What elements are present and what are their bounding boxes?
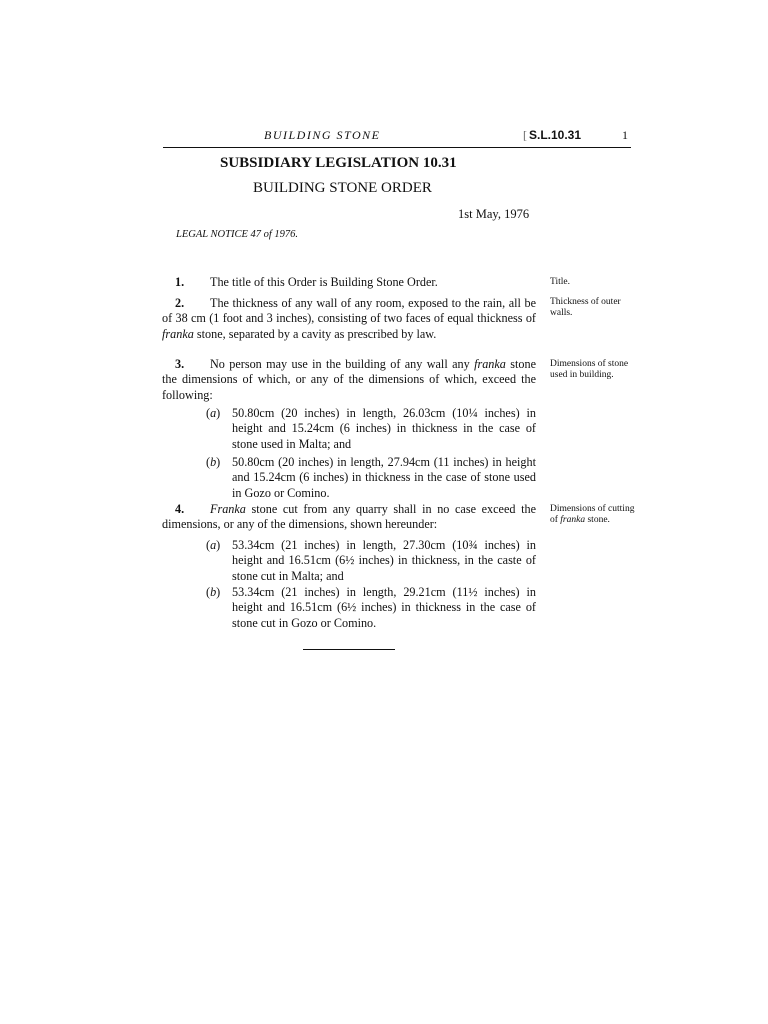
subsection-label: (b) bbox=[206, 585, 221, 599]
section-text-italic: Franka bbox=[210, 502, 246, 516]
reference-code: S.L.10.31 bbox=[529, 128, 582, 142]
page-number: 1 bbox=[622, 128, 628, 142]
section-number: 3. bbox=[175, 357, 185, 371]
subsection-4b bbox=[206, 585, 536, 631]
order-title: BUILDING STONE ORDER bbox=[253, 180, 432, 196]
header-divider bbox=[163, 147, 631, 148]
subsection-label: (a) bbox=[206, 406, 221, 420]
legislation-heading: SUBSIDIARY LEGISLATION 10.31 bbox=[220, 155, 457, 171]
order-date: 1st May, 1976 bbox=[458, 207, 530, 221]
running-header-title: BUILDING STONE bbox=[264, 128, 381, 142]
subsection-label: (b) bbox=[206, 455, 221, 469]
subsection-3a bbox=[206, 406, 536, 452]
subsection-text: 53.34cm (21 inches) in length, 27.30cm (10¾ inches) in height and 16.51cm (6½ inches) in thickness, in the caste of stone cut in Malta; and bbox=[232, 538, 536, 583]
section-4 bbox=[162, 502, 536, 533]
section-text: The title of this Order is Building Stone Order. bbox=[210, 275, 438, 289]
section-2 bbox=[162, 296, 536, 342]
end-divider bbox=[303, 649, 395, 650]
margin-note-dimensions-used: Dimensions of stone used in building. bbox=[550, 359, 629, 380]
margin-note-title: Title. bbox=[550, 277, 570, 287]
subsection-text: 53.34cm (21 inches) in length, 29.21cm (11½ inches) in height and 16.51cm (6½ inches) in thickness in the case of stone cut in Gozo or Comino. bbox=[232, 585, 536, 630]
section-number: 4. bbox=[175, 502, 185, 516]
bracket-glyph: [ bbox=[523, 128, 527, 142]
subsection-label: (a) bbox=[206, 538, 221, 552]
subsection-3b bbox=[206, 455, 536, 501]
subsection-text: 50.80cm (20 inches) in length, 27.94cm (11 inches) in height and 15.24cm (6 inches) in thickness in the case of stone used in Gozo or Comino. bbox=[232, 455, 536, 500]
section-3 bbox=[162, 357, 536, 403]
margin-note-outer-walls: Thickness of outer walls. bbox=[550, 297, 621, 318]
section-text-italic: franka bbox=[474, 357, 506, 371]
legal-notice: LEGAL NOTICE 47 of 1976. bbox=[176, 229, 299, 240]
margin-note-dimensions-cutting: Dimensions of cutting of franka stone. bbox=[550, 504, 635, 525]
section-text: stone cut from any quarry shall in no case exceed the dimensions, or any of the dimensions, shown hereunder: bbox=[162, 502, 536, 532]
section-text: stone, separated by a cavity as prescribed by law. bbox=[193, 326, 437, 341]
section-text-italic: franka bbox=[162, 326, 194, 341]
section-1 bbox=[162, 275, 536, 290]
section-text: stone the dimensions of which, or any of the dimensions of which, exceed the following: bbox=[162, 357, 536, 402]
subsection-4a bbox=[206, 538, 536, 584]
subsection-text: 50.80cm (20 inches) in length, 26.03cm (10¼ inches) in height and 15.24cm (6 inches) in thickness in the case of stone used in Malta; and bbox=[232, 406, 536, 451]
section-text: No person may use in the building of any wall any bbox=[210, 357, 475, 371]
section-number: 2. bbox=[175, 296, 185, 310]
section-number: 1. bbox=[175, 275, 185, 289]
header-reference bbox=[523, 128, 581, 143]
section-text: The thickness of any wall of any room, exposed to the rain, all be of 38 cm (1 foot and 3 inches), consisting of two faces of equal thickness of bbox=[162, 296, 536, 326]
